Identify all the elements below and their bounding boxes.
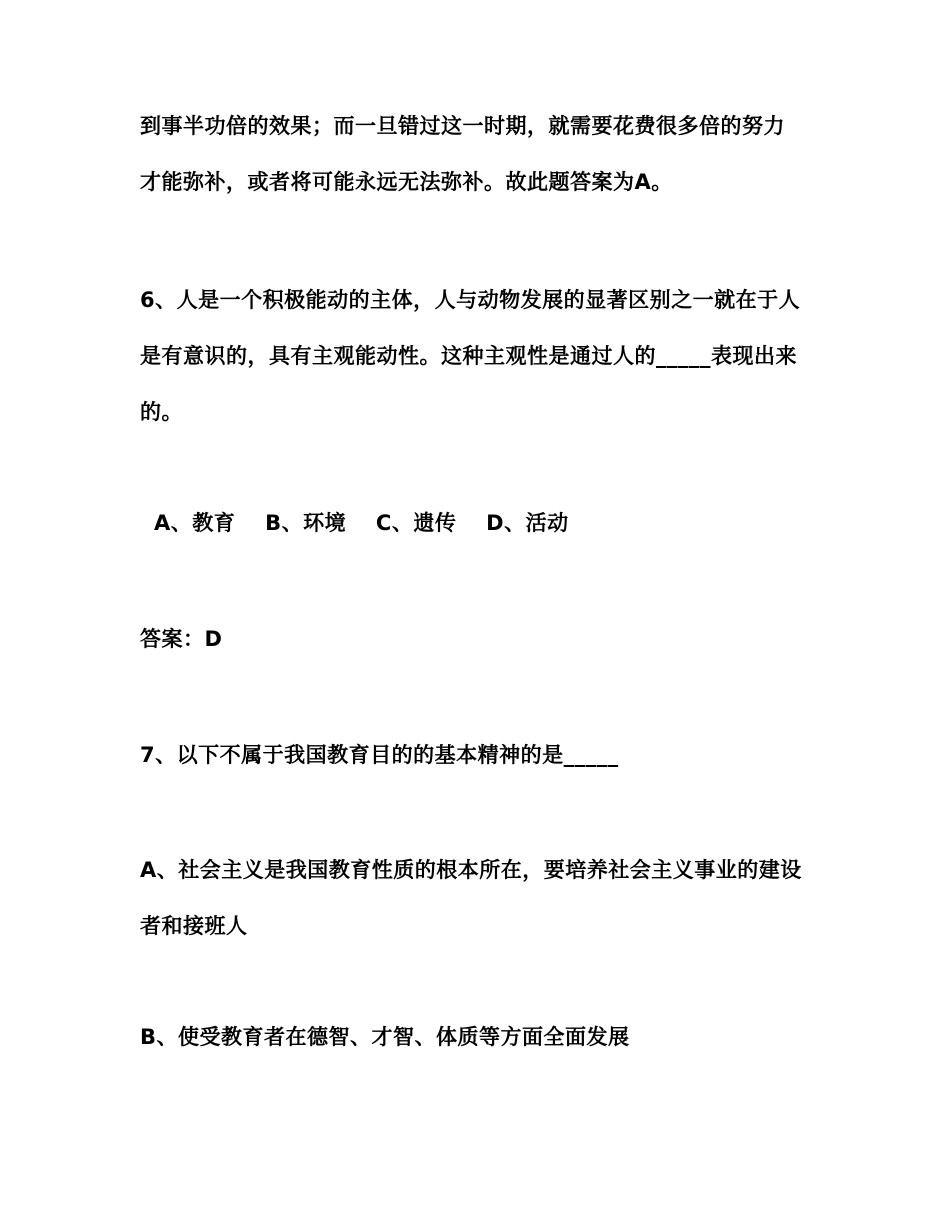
explanation-line-2: 才能弥补，或者将可能永远无法弥补。故此题答案为A。: [140, 170, 673, 194]
question-6-answer: 答案：D: [140, 627, 223, 651]
question-7-text: 7、以下不属于我国教育目的的基本精神的是_____: [140, 743, 619, 767]
question-7-option-a-line-1: A、社会主义是我国教育性质的根本所在，要培养社会主义事业的建设: [140, 858, 802, 882]
question-7-option-b: B、使受教育者在德智、才智、体质等方面全面发展: [140, 1025, 630, 1049]
question-6-option-d: D、活动: [486, 511, 569, 535]
question-6-line-3: 的。: [140, 400, 183, 424]
question-7-option-a-line-2: 者和接班人: [140, 914, 248, 938]
question-6-option-b: B、环境: [265, 511, 347, 535]
question-6-option-c: C、遗传: [375, 511, 457, 535]
question-6-options: [154, 509, 569, 537]
question-6-line-2: 是有意识的，具有主观能动性。这种主观性是通过人的_____表现出来: [140, 344, 797, 368]
explanation-line-1: 到事半功倍的效果；而一旦错过这一时期，就需要花费很多倍的努力: [140, 114, 785, 138]
question-6-line-1: 6、人是一个积极能动的主体，人与动物发展的显著区别之一就在于人: [140, 288, 801, 312]
question-6-option-a: A、教育: [154, 511, 236, 535]
